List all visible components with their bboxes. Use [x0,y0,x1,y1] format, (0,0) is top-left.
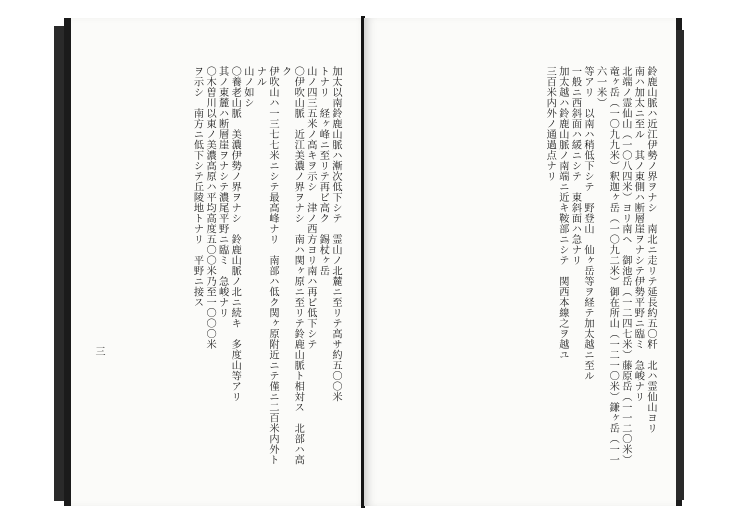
text-column: 加太以南鈴鹿山脈ハ漸次低下シテ 霊山ノ北麓ニ至リテ高サ約五〇〇米 [330,66,341,402]
text-column: 南ハ加太ニ至ル 其ノ東側ハ断層崖ヲナシテ伊勢平野ニ臨ミ 急峻ナリ [632,66,644,402]
open-book [54,18,690,506]
book-edge-left [54,26,64,501]
text-column: 〇木曽川以東ノ美濃高原ハ平均高度五〇〇米乃至一〇〇〇米 [204,66,216,350]
book-edge-right [676,30,684,500]
text-column: 竜ヶ岳（一〇九九米）釈迦ヶ岳（一〇九二米）御在所山（一二一〇米）鎌ヶ岳（一一六一米） [594,66,619,465]
text-column: 山ノ四三五米ノ高キヲ示シ 津ノ西方ヨリ南ハ再ビ低下シテ [304,66,316,350]
text-column: 北端ノ霊仙山（一〇八四米）ヨリ南ヘ 御池岳（一二四七米）藤原岳（一一二〇米） [619,66,631,465]
text-column: 其ノ東麓ハ断層崖ヲナシテ濃尾平野ニ臨ミ 急峻ナリ [216,66,228,318]
text-column: 〇養老山脈 美濃伊勢ノ界ヲナシ 鈴鹿山脈ノ北ニ続キ 多度山等アリ [229,66,241,402]
text-column: トナリ 経ヶ峰ニ至リテ再ビ高ク 錫杖ヶ岳 [317,66,329,276]
text-column: 三百米内外ノ通過点ナリ [544,66,556,182]
text-column: 伊吹山ハ一三七七米ニシテ最高峰ナリ 南部ハ低ク関ヶ原附近ニテ僅ニ二百米内外トナル [254,66,279,465]
text-column: ヲ示シ 南方ニ低下シテ丘陵地トナリ 平野ニ接ス [191,66,203,308]
page-number: 三 [93,346,104,356]
text-column: 山ノ如シ [241,66,253,108]
left-page-text [91,66,341,466]
text-column: 一般ニ西斜面ハ緩ニシテ 東斜面ハ急ナリ [569,66,581,266]
text-column: 等アリ 以南ハ稍低下シテ 野登山 仙ヶ岳等ヲ経テ加太越ニ至ル [582,66,594,381]
text-column: 鈴鹿山脈ハ近江伊勢ノ界ヲナシ 南北ニ走リテ延長約五〇粁 北ハ霊仙山ヨリ [645,66,656,434]
text-column: 〇伊吹山脈 近江美濃ノ界ヲナシ 南ハ関ヶ原ニ至リテ鈴鹿山脈ト相対ス 北部ハ高ク [279,66,304,465]
right-page [364,18,682,506]
text-column: 加太越ハ鈴鹿山脈ノ南端ニ近キ鞍部ニシテ 関西本線之ヲ越ユ [556,66,568,360]
right-page-text [376,66,656,466]
left-page [64,18,369,506]
